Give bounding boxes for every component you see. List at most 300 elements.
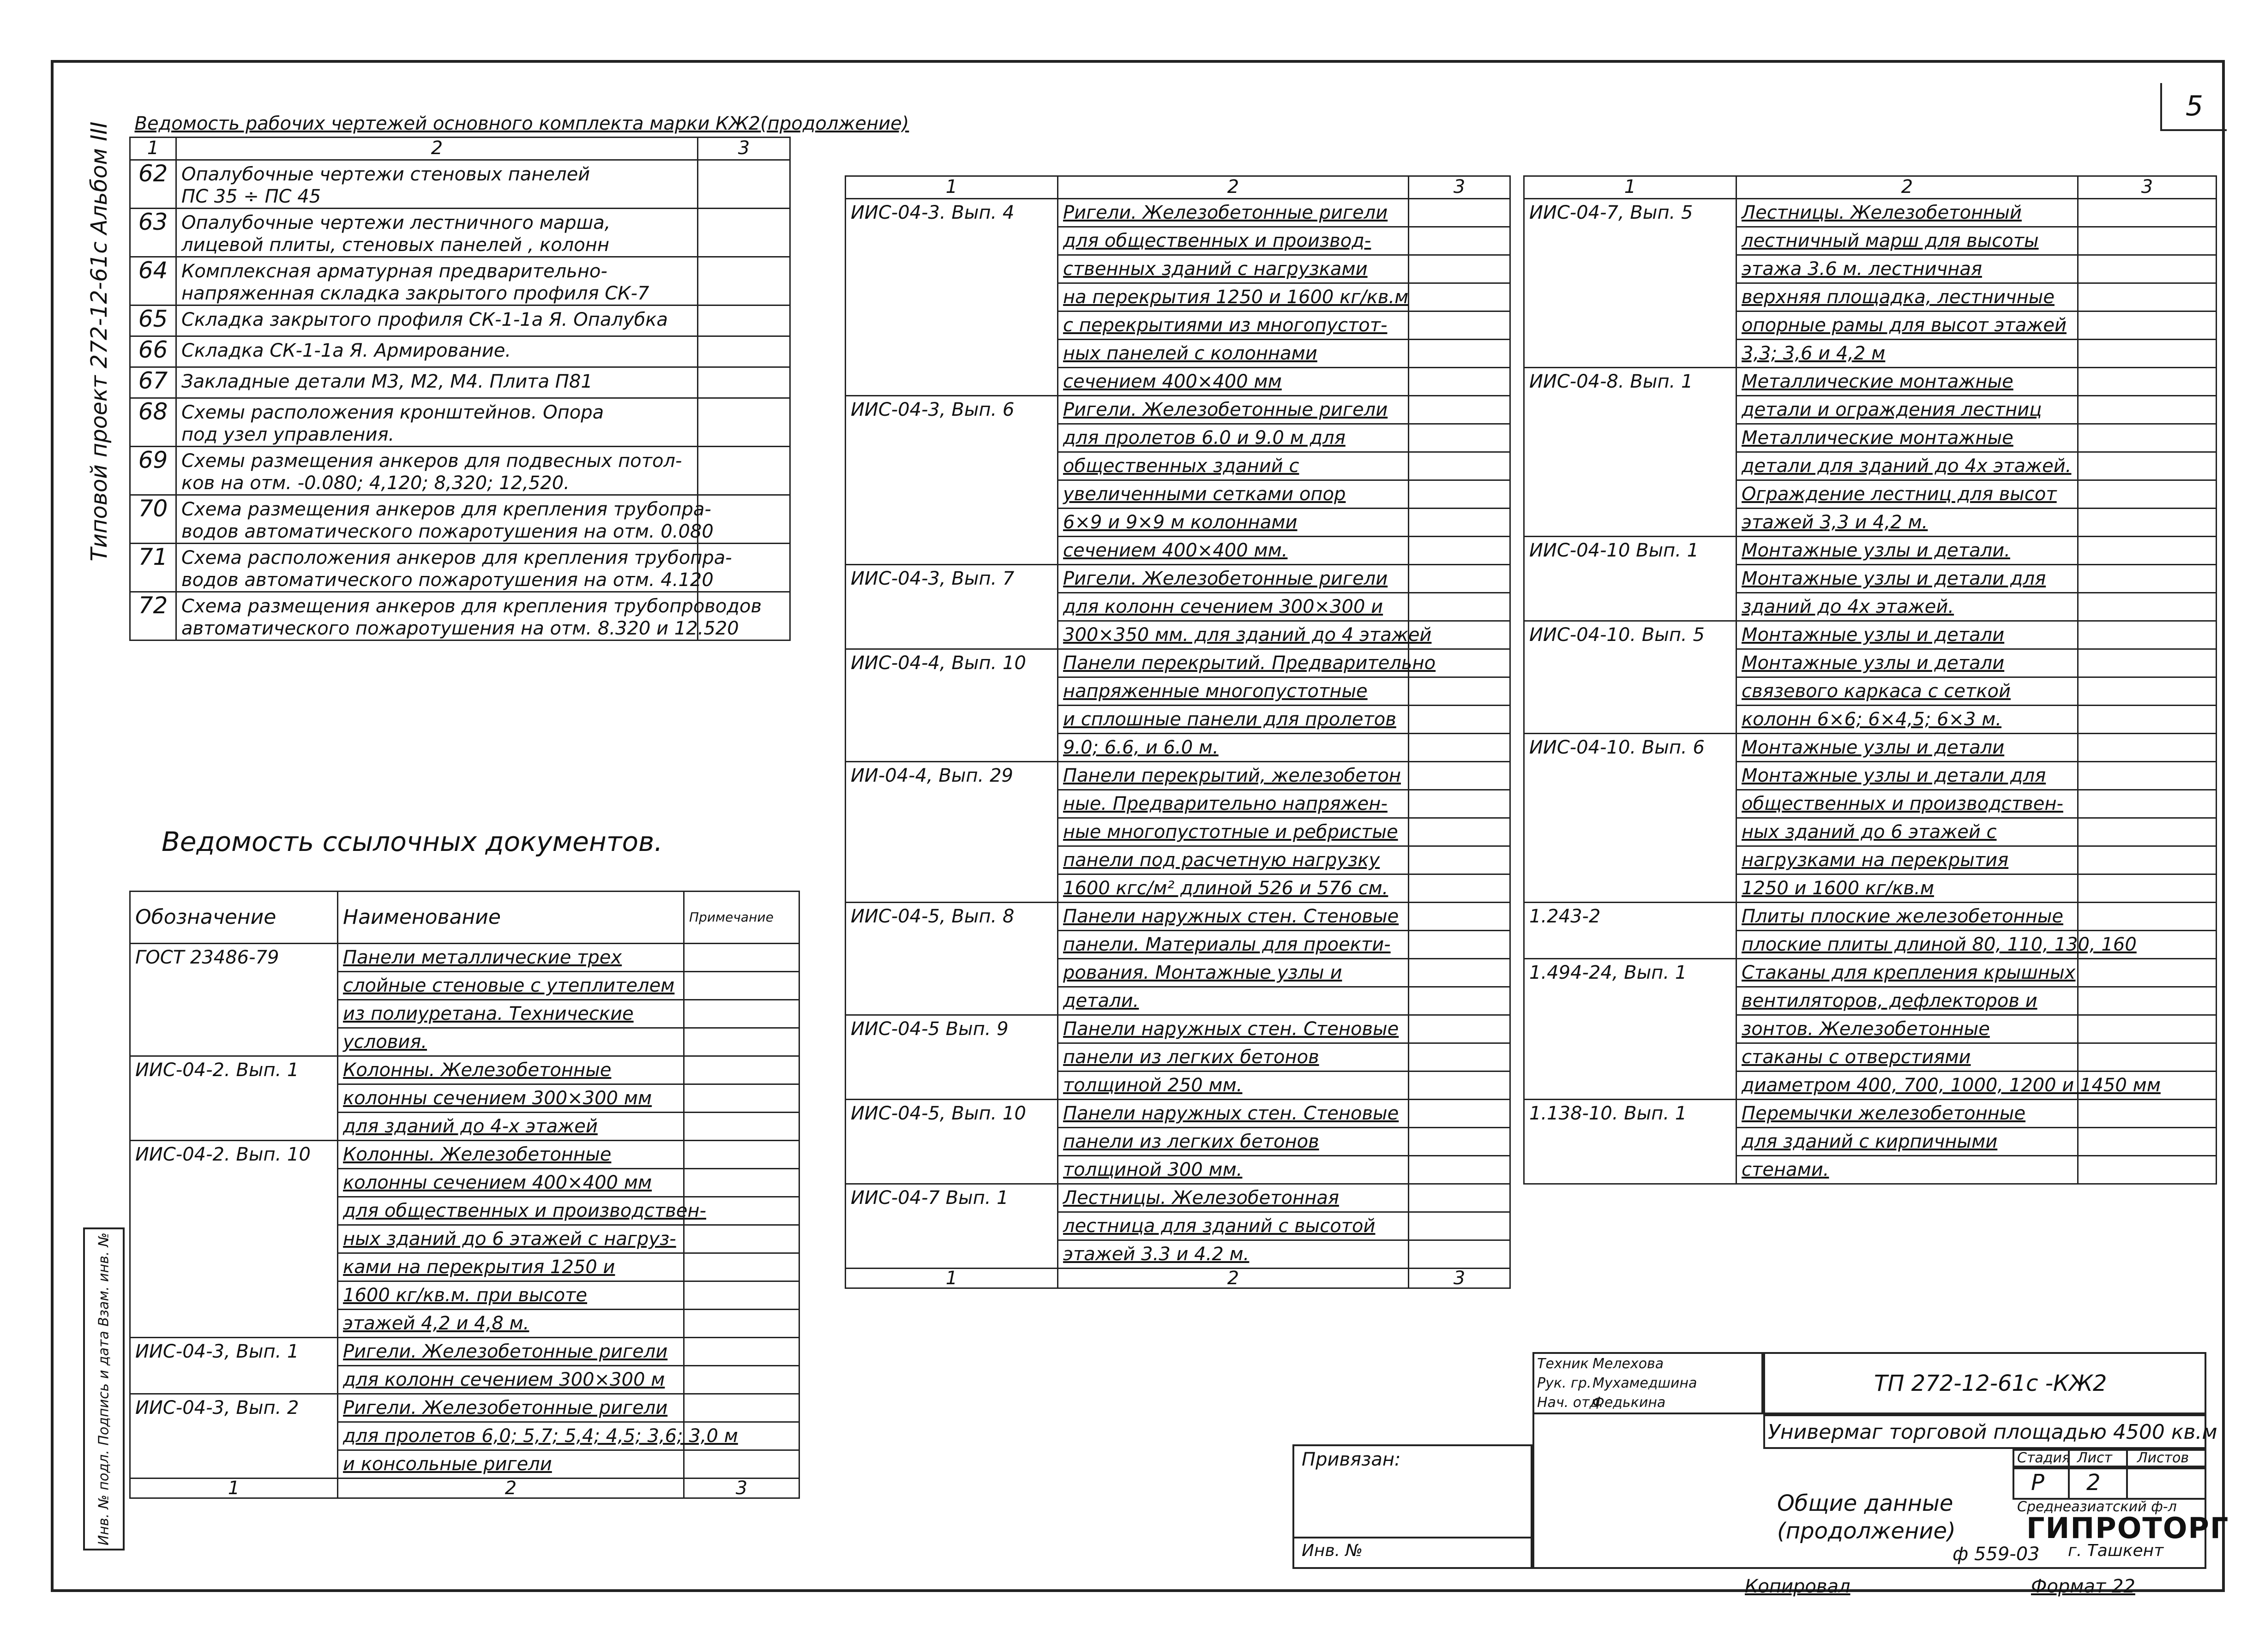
col-footer-2: 2 [338,1478,684,1498]
table-row [130,257,790,305]
table-row [846,199,1510,227]
doc-name-line: ных зданий до 6 этажей с [1736,818,2078,846]
table-row [130,1056,799,1084]
doc-note [2078,649,2217,677]
row-text [176,398,698,447]
table-row [846,987,1510,1015]
doc-code [130,1225,338,1253]
row-text-line: Закладные детали М3, М2, М4. Плита П81 [181,371,593,392]
table-row [130,305,790,336]
table-row [846,1071,1510,1100]
table-row [1524,734,2217,762]
doc-note [1409,199,1510,227]
table-row [1524,649,2217,677]
doc-code [846,1240,1058,1269]
doc-code: ИИС-04-4, Вып. 10 [846,649,1058,677]
doc-code [1524,480,1736,509]
doc-code [846,311,1058,340]
sheet-value: 2 [2086,1470,2101,1496]
doc-note [2078,959,2217,987]
doc-code: ИИС-04-7 Вып. 1 [846,1184,1058,1212]
doc-code: ИИС-04-3, Вып. 2 [130,1394,338,1422]
table-row [130,592,790,640]
doc-name-line: и консольные ригели [338,1450,684,1478]
table-row [846,480,1510,509]
doc-note [1409,227,1510,255]
doc-code: ИИС-04-7, Вып. 5 [1524,199,1736,227]
table-row [1524,480,2217,509]
doc-code: ИИС-04-8. Вып. 1 [1524,368,1736,396]
doc-name-line: Монтажные узлы и детали [1736,734,2078,762]
table-row [1524,255,2217,283]
doc-note [684,1113,799,1141]
row-number: 65 [130,305,176,336]
row-text-line: ков на отм. -0.080; 4,120; 8,320; 12,520. [181,473,570,494]
table-row [130,1084,799,1113]
doc-code: ИИС-04-5 Вып. 9 [846,1015,1058,1043]
table-row [1524,368,2217,396]
doc-name-line: вентиляторов, дефлекторов и [1736,987,2078,1015]
doc-code [846,1128,1058,1156]
doc-code: ИИС-04-10. Вып. 6 [1524,734,1736,762]
table-row [846,1015,1510,1043]
doc-code: 1.243-2 [1524,903,1736,931]
table-row [846,1240,1510,1269]
table-row [846,1128,1510,1156]
reference-docs-title: Ведомость ссылочных документов. [162,826,663,857]
doc-name-line: колонны сечением 300×300 мм [338,1084,684,1113]
doc-name-line: для общественных и производ- [1058,227,1409,255]
doc-note [1409,931,1510,959]
row-number: 71 [130,544,176,592]
doc-code [846,424,1058,452]
row-number: 72 [130,592,176,640]
table-row [846,706,1510,734]
doc-name-line: для пролетов 6,0; 5,7; 5,4; 4,5; 3,6; 3,0 м [338,1422,684,1450]
doc-code: ИИС-04-2. Вып. 10 [130,1141,338,1169]
doc-name-line: 1600 кг/кв.м. при высоте [338,1281,684,1310]
title-block [1292,1352,2229,1569]
doc-code [130,1366,338,1394]
doc-note [1409,565,1510,593]
table-row [1524,1043,2217,1071]
table-row [1524,452,2217,480]
table-row [130,972,799,1000]
table-row [846,227,1510,255]
doc-code [846,283,1058,311]
doc-note [2078,480,2217,509]
table-row [130,1113,799,1141]
doc-name-line: детали и ограждения лестниц [1736,396,2078,424]
table-row [846,790,1510,818]
row-note [698,398,790,447]
doc-note [1409,1240,1510,1269]
doc-code [1524,1128,1736,1156]
inv-label: Инв. № [1302,1541,1363,1560]
doc-name-line: толщиной 250 мм. [1058,1071,1409,1100]
table-row [1524,790,2217,818]
doc-name-line: Металлические монтажные [1736,424,2078,452]
table-row [1524,903,2217,931]
doc-code: ИИС-04-3. Вып. 4 [846,199,1058,227]
table-row [130,1281,799,1310]
table-row [130,1028,799,1056]
doc-code [1524,846,1736,874]
doc-name-line: из полиуретана. Технические [338,1000,684,1028]
table-row [846,1212,1510,1240]
row-number: 68 [130,398,176,447]
doc-code [1524,396,1736,424]
doc-code [1524,818,1736,846]
table-row [846,452,1510,480]
row-number: 63 [130,209,176,257]
table-row [846,311,1510,340]
table-row [130,1253,799,1281]
table-row [846,874,1510,903]
doc-note [1409,480,1510,509]
table-row [130,544,790,592]
doc-code: ГОСТ 23486-79 [130,944,338,972]
doc-note [684,1141,799,1169]
doc-code: 1.494-24, Вып. 1 [1524,959,1736,987]
col-header-2: 2 [1058,176,1409,199]
doc-note [2078,452,2217,480]
table-row [846,565,1510,593]
doc-note [1409,1156,1510,1184]
row-text [176,495,714,544]
table-row [1524,537,2217,565]
stage-value: Р [2031,1470,2044,1496]
doc-code [1524,931,1736,959]
sheet-title-2: (продолжение) [1777,1518,1956,1544]
doc-name-line: для зданий с кирпичными [1736,1128,2078,1156]
table-row [1524,818,2217,846]
doc-note [2078,368,2217,396]
doc-name-line: 300×350 мм. для зданий до 4 этажей [1058,621,1409,649]
doc-code [846,818,1058,846]
row-note [698,305,790,336]
table-row [1524,509,2217,537]
doc-code [130,1253,338,1281]
doc-name-line: для общественных и производствен- [338,1197,684,1225]
doc-name-line: нагрузками на перекрытия [1736,846,2078,874]
doc-code [1524,706,1736,734]
table-row [130,1310,799,1338]
row-text [176,367,698,398]
doc-note [1409,987,1510,1015]
row-text-line: Схема расположения анкеров для крепления трубопра- [181,547,732,569]
doc-code [130,1028,338,1056]
table-row [130,1450,799,1478]
doc-code [846,1212,1058,1240]
doc-name-line: панели под расчетную нагрузку [1058,846,1409,874]
doc-code: ИИС-04-5, Вып. 8 [846,903,1058,931]
doc-note [1409,396,1510,424]
doc-note [1409,706,1510,734]
row-text [176,447,698,495]
table-row [130,1141,799,1169]
doc-name-line: стаканы с отверстиями [1736,1043,2078,1071]
doc-code [846,368,1058,396]
doc-code [846,537,1058,565]
doc-code [130,1197,338,1225]
doc-note [2078,1015,2217,1043]
col-header-1: 1 [1524,176,1736,199]
doc-note [2078,706,2217,734]
row-text-line: Схемы расположения кронштейнов. Опора [181,402,604,423]
col-header-1: 1 [130,138,176,160]
doc-note [1409,452,1510,480]
table-row [846,677,1510,706]
table-row [846,340,1510,368]
doc-name-line: детали для зданий до 4х этажей. [1736,452,2078,480]
archive-number: ф 559-03 [1953,1544,2040,1565]
doc-note [2078,593,2217,621]
doc-code [846,987,1058,1015]
row-note [698,209,790,257]
doc-name-line: для зданий до 4-х этажей [338,1113,684,1141]
col-footer-1: 1 [846,1269,1058,1288]
doc-name-line: Панели перекрытий. Предварительно [1058,649,1409,677]
doc-note [1409,734,1510,762]
doc-note [684,944,799,972]
doc-name-line: Колонны. Железобетонные [338,1141,684,1169]
footer-row [846,1269,1510,1288]
table-row [130,1197,799,1225]
table-row [1524,199,2217,227]
doc-code [1524,1015,1736,1043]
table-row [846,593,1510,621]
doc-note [2078,255,2217,283]
doc-name-line: ные многопустотные и ребристые [1058,818,1409,846]
sheet-title-1: Общие данные [1777,1490,1953,1516]
table-row [130,209,790,257]
doc-code: ИИС-04-5, Вып. 10 [846,1100,1058,1128]
table-row [130,1000,799,1028]
doc-name-line: с перекрытиями из многопустот- [1058,311,1409,340]
drawings-list-title: Ведомость рабочих чертежей основного комплекта марки КЖ2(продолжение) [134,113,909,134]
doc-code [1524,762,1736,790]
doc-name-line: верхняя площадка, лестничные [1736,283,2078,311]
side-stamp-strip [83,1227,125,1550]
doc-code [846,452,1058,480]
doc-note [1409,1071,1510,1100]
doc-code [1524,255,1736,283]
doc-name-line: Лестницы. Железобетонная [1058,1184,1409,1212]
col-header-3: 3 [1409,176,1510,199]
reference-docs-table-3 [1523,175,2217,1185]
object-name: Универмаг торговой площадью 4500 кв.м [1768,1420,2217,1444]
table-row [846,424,1510,452]
doc-note [2078,311,2217,340]
table-row [1524,959,2217,987]
doc-note [2078,227,2217,255]
role-1: Техник [1537,1356,1589,1372]
doc-note [1409,903,1510,931]
doc-note [2078,1043,2217,1071]
doc-note [2078,790,2217,818]
doc-note [1409,818,1510,846]
doc-name-line: этажа 3.6 м. лестничная [1736,255,2078,283]
doc-name-line: общественных и производствен- [1736,790,2078,818]
doc-note [1409,368,1510,396]
doc-note [2078,1128,2217,1156]
names [1592,1354,1697,1413]
doc-name-line: связевого каркаса с сеткой [1736,677,2078,706]
doc-code [1524,1156,1736,1184]
table-row [846,368,1510,396]
reference-docs-table-2 [845,175,1511,1289]
row-note [698,367,790,398]
doc-code [846,1043,1058,1071]
row-note [698,257,790,305]
doc-code [130,972,338,1000]
doc-name-line: Колонны. Железобетонные [338,1056,684,1084]
doc-name-line: Панели наружных стен. Стеновые [1058,1100,1409,1128]
doc-code [1524,790,1736,818]
table-row [1524,1071,2217,1100]
name-3: Федькина [1592,1395,1666,1411]
table-row [846,818,1510,846]
doc-note [1409,311,1510,340]
table-row [130,1169,799,1197]
doc-name-line: для пролетов 6.0 и 9.0 м для [1058,424,1409,452]
doc-name-line: стенами. [1736,1156,2078,1184]
doc-code: ИИС-04-3, Вып. 7 [846,565,1058,593]
table-row [1524,1100,2217,1128]
table-row [846,1100,1510,1128]
doc-name-line: сечением 400×400 мм. [1058,537,1409,565]
doc-code [846,959,1058,987]
doc-note [1409,593,1510,621]
doc-code: ИИС-04-3, Вып. 1 [130,1338,338,1366]
row-text-line: Комплексная арматурная предварительно- [181,261,607,282]
doc-name-line: Ригели. Железобетонные ригели [338,1394,684,1422]
role-2: Рук. гр. [1537,1375,1592,1391]
table-row [1524,283,2217,311]
table-row [846,1184,1510,1212]
doc-note [2078,874,2217,903]
table-row [1524,846,2217,874]
sheets-label: Листов [2137,1450,2189,1466]
doc-code [1524,424,1736,452]
doc-code [1524,677,1736,706]
row-text [176,160,698,209]
table-row [130,944,799,972]
side-project-label: Типовой проект 272-12-61с Альбом III [86,121,112,562]
doc-name-line: ных панелей с колоннами [1058,340,1409,368]
table-row [130,398,790,447]
table-row [1524,762,2217,790]
doc-name-line: колонны сечением 400×400 мм [338,1169,684,1197]
table-row [846,762,1510,790]
table-row [1524,1128,2217,1156]
doc-code [846,227,1058,255]
table-row [1524,227,2217,255]
doc-note [1409,677,1510,706]
col-header-3: 3 [2078,176,2217,199]
sheet-label: Лист [2077,1450,2113,1466]
doc-name-line: зданий до 4х этажей. [1736,593,2078,621]
doc-code [846,480,1058,509]
table-row [130,1225,799,1253]
col-header-note: Примечание [684,892,799,944]
row-text-line: Схема размещения анкеров для крепления трубопра- [181,499,711,520]
format-label: Формат 22 [2031,1576,2135,1597]
name-2: Мухамедшина [1592,1375,1697,1391]
col-header-code: Обозначение [130,892,338,944]
row-text-line: Складка закрытого профиля СК-1-1а Я. Опалубка [181,309,668,330]
doc-note [1409,424,1510,452]
row-text-line: Складка СК-1-1а Я. Армирование. [181,340,511,361]
doc-code [1524,311,1736,340]
doc-name-line: Панели перекрытий, железобетон [1058,762,1409,790]
doc-note [684,1310,799,1338]
col-footer-2: 2 [1058,1269,1409,1288]
doc-name-line: панели из легких бетонов [1058,1043,1409,1071]
doc-name-line: Монтажные узлы и детали для [1736,565,2078,593]
doc-name-line: напряженные многопустотные [1058,677,1409,706]
row-number: 64 [130,257,176,305]
doc-code [846,255,1058,283]
page-number: 5 [2160,83,2227,131]
doc-note [684,1253,799,1281]
row-text-line: Опалубочные чертежи лестничного марша, [181,212,611,233]
doc-note [684,1000,799,1028]
doc-code: ИИС-04-3, Вып. 6 [846,396,1058,424]
doc-name-line: Стаканы для крепления крышных [1736,959,2078,987]
doc-code [130,1281,338,1310]
table-row [846,931,1510,959]
table-row [1524,424,2217,452]
doc-name-line: общественных зданий с [1058,452,1409,480]
doc-name-line: Плиты плоские железобетонные [1736,903,2078,931]
doc-code [130,1000,338,1028]
row-text-line: под узел управления. [181,424,395,445]
table-row [1524,874,2217,903]
doc-name-line: Ригели. Железобетонные ригели [1058,396,1409,424]
doc-name-line: ных зданий до 6 этажей с нагруз- [338,1225,684,1253]
col-header-2: 2 [1736,176,2078,199]
doc-note [2078,565,2217,593]
doc-code [1524,874,1736,903]
doc-note [1409,1212,1510,1240]
col-header-2: 2 [176,138,698,160]
doc-note [1409,1015,1510,1043]
doc-note [2078,1156,2217,1184]
doc-code [846,931,1058,959]
doc-name-line: Монтажные узлы и детали. [1736,537,2078,565]
row-text-line: водов автоматического пожаротушения на отм. 0.080 [181,521,714,542]
doc-name-line: этажей 3,3 и 4,2 м. [1736,509,2078,537]
row-number: 62 [130,160,176,209]
table-row [130,447,790,495]
stage-label: Стадия [2017,1450,2071,1466]
doc-code: ИИС-04-10. Вып. 5 [1524,621,1736,649]
table-row [846,734,1510,762]
table-row [846,846,1510,874]
doc-name-line: на перекрытия 1250 и 1600 кг/кв.м [1058,283,1409,311]
table-row [846,396,1510,424]
doc-name-line: колонн 6×6; 6×4,5; 6×3 м. [1736,706,2078,734]
table-row [846,649,1510,677]
doc-note [1409,762,1510,790]
doc-name-line: сечением 400×400 мм [1058,368,1409,396]
table-row [1524,987,2217,1015]
doc-note [2078,396,2217,424]
doc-code [130,1422,338,1450]
doc-name-line: 1250 и 1600 кг/кв.м [1736,874,2078,903]
